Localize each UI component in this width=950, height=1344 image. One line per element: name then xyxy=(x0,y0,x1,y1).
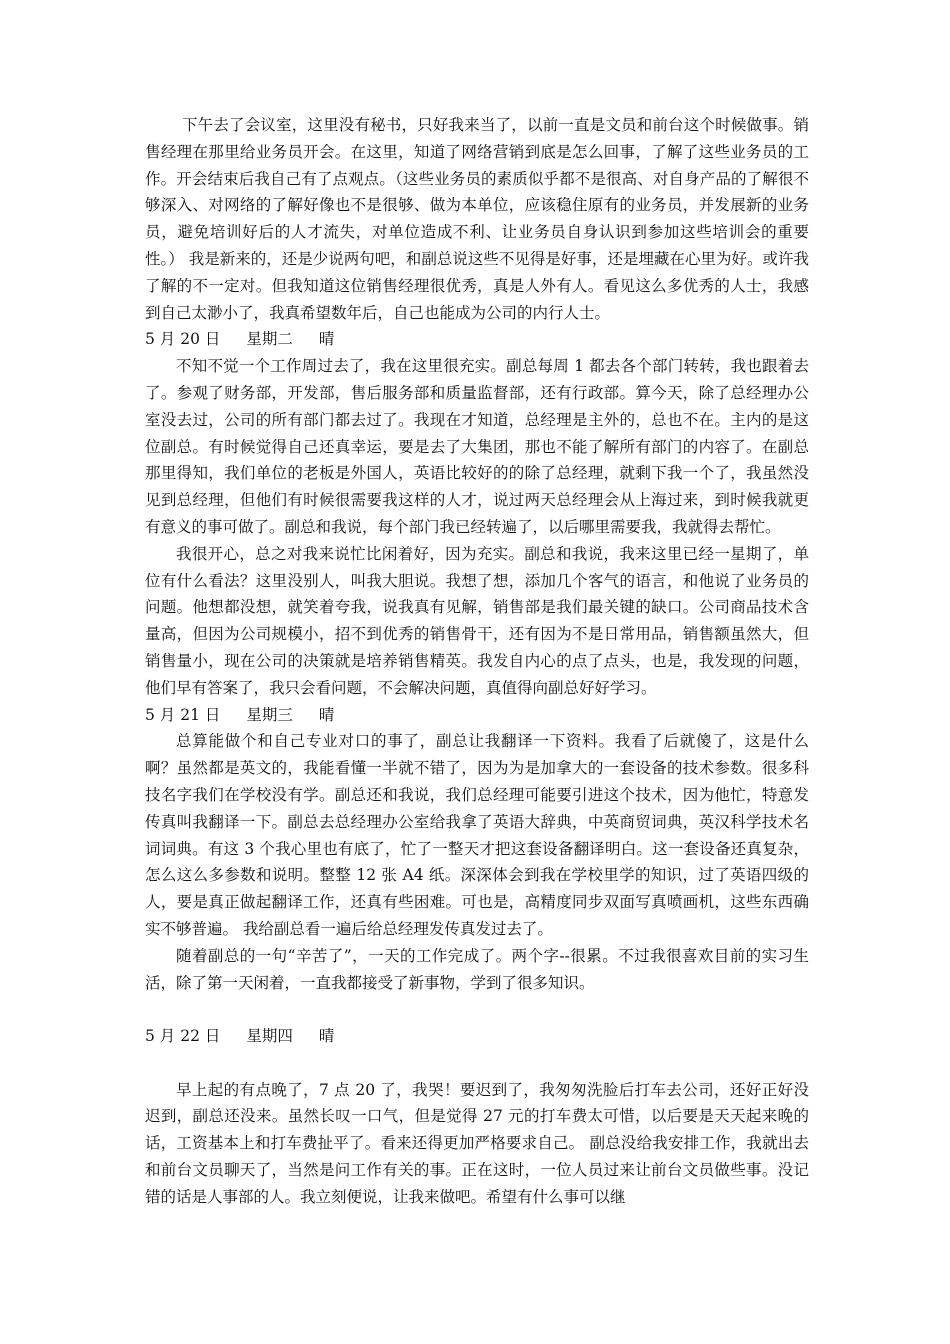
entry-date: 5 月 22 日 xyxy=(145,1027,221,1046)
paragraph: 总算能做个和自己专业对口的事了，副总让我翻译一下资料。我看了后就傻了，这是什么啊？虽然都是英文的，我能看懂一半就不错了，因为为是加拿大的一套设备的技术参数。很多科技名字我们在学校没有学。副总还和我说，我们总经理可能要引进这个技术，因为他忙，特意发传真叫我翻译一下。副总去总经理办公室给我拿了英语大辞典，中英商贸词典，英汉科学技术名词词典。有这 3 个我心里也有底了，忙了一整天才把这套设备翻译明白。这一套设备还真复杂，怎么这么多参数和说明。整整 12 张 A4 纸。深深体会到我在学校里学的知识，过了英语四级的人，要是真正做起翻译工作，还真有些困难。可也是，高精度同步双面写真喷画机，这些东西确实不够普遍。 我给副总看一遍后给总经理发传真发过去了。 xyxy=(145,732,809,938)
entry-weekday: 星期四 xyxy=(246,1027,293,1046)
entry-weather: 晴 xyxy=(318,705,335,724)
paragraph: 随着副总的一句“辛苦了”，一天的工作完成了。两个字--很累。不过我很喜欢目前的实习生活，除了第一天闲着，一直我都接受了新事物，学到了很多知识。 xyxy=(145,946,809,992)
paragraph: 下午去了会议室，这里没有秘书，只好我来当了，以前一直是文员和前台这个时候做事。销售经理在那里给业务员开会。在这里，知道了网络营销到底是怎么回事，了解了这些业务员的工作。开会结束后我自己有了点观点。（这些业务员的素质似乎都不是很高、对自身产品的了解很不够深入、对网络的了解好像也不是很够、做为本单位，应该稳住原有的业务员，并发展新的业务员，避免培训好后的人才流失，对单位造成不利、让业务员自身认识到参加这些培训会的重要性。） 我是新来的，还是少说两句吧，和副总说这些不见得是好事，还是埋藏在心里为好。或许我了解的不一定对。但我知道这位销售经理很优秀，真是人外有人。看见这么多优秀的人士，我感到自己太渺小了，我真希望数年后，自己也能成为公司的内行人士。 xyxy=(145,116,809,322)
entry-date: 5 月 21 日 xyxy=(145,705,221,724)
diary-date-line xyxy=(145,326,809,353)
entry-weekday: 星期三 xyxy=(246,705,293,724)
document-page xyxy=(145,112,809,1211)
paragraph: 不知不觉一个工作周过去了，我在这里很充实。副总每周 1 都去各个部门转转，我也跟着去了。参观了财务部，开发部，售后服务部和质量监督部，还有行政部。算今天，除了总经理办公室没去过，公司的所有部门都去过了。我现在才知道，总经理是主外的，总也不在。主内的是这位副总。有时候觉得自己还真幸运，要是去了大集团，那也不能了解所有部门的内容了。在副总那里得知，我们单位的老板是外国人，英语比较好的的除了总经理，就剩下我一个了，我虽然没见到总经理，但他们有时候很需要我这样的人才，说过两天总经理会从上海过来，到时候我就更有意义的事可做了。副总和我说，每个部门我已经转遍了，以后哪里需要我，我就得去帮忙。 xyxy=(145,357,809,536)
paragraph: 我很开心，总之对我来说忙比闲着好，因为充实。副总和我说，我来这里已经一星期了，单位有什么看法？这里没别人，叫我大胆说。我想了想，添加几个客气的语言，和他说了业务员的问题。他想都没想，就笑着夸我，说我真有见解，销售部是我们最关键的缺口。公司商品技术含量高，但因为公司规模小，招不到优秀的销售骨干，还有因为不是日常用品，销售额虽然大，但销售量小，现在公司的决策就是培养销售精英。我发自内心的点了点头，也是，我发现的问题，他们早有答案了，我只会看问题，不会解决问题，真值得向副总好好学习。 xyxy=(145,544,809,697)
entry-weather: 晴 xyxy=(318,330,335,349)
diary-date-line xyxy=(145,702,809,729)
diary-date-line xyxy=(145,1023,809,1050)
paragraph: 早上起的有点晚了，7 点 20 了，我哭！要迟到了，我匆匆洗脸后打车去公司，还好正好没迟到，副总还没来。虽然长叹一口气，但是觉得 27 元的打车费太可惜，以后要是天天起来晚的话，工资基本上和打车费扯平了。看来还得更加严格要求自己。 副总没给我安排工作，我就出去和前台文员聊天了，当然是问工作有关的事。正在这时，一位人员过来让前台文员做些事。没记错的话是人事部的人。我立刻便说，让我来做吧。希望有什么事可以继 xyxy=(145,1080,809,1206)
entry-date: 5 月 20 日 xyxy=(145,330,221,349)
entry-weather: 晴 xyxy=(318,1027,335,1046)
entry-weekday: 星期二 xyxy=(246,330,293,349)
